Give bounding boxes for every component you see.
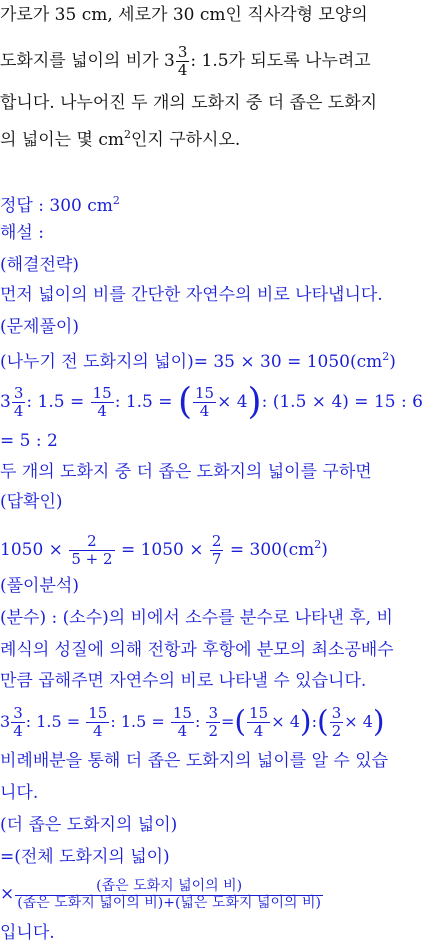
question-line-2: 도화지를 넓이의 비가 3 $\frac{3}{4}$ : 1.5가 되도록 나누려고 — [0, 43, 371, 79]
formula-fraction-line: × $\frac{\text{(좁은 도화지 넓이의 비)}}{\text{(좁은 도화지 넓이의 비)+(넓은 도화지 넓이의 비)}}$ — [0, 877, 321, 911]
area-calculation: 1050 × $\frac{2}{5 + 2}$ = 1050 × $\frac{2}{7}$ = $300(cm^2)$ — [0, 532, 328, 568]
close-paren: ) — [247, 381, 262, 423]
open-paren: ( — [316, 704, 329, 740]
analysis-line-2: 례식의 성질에 의해 전항과 후항에 분모의 최소공배수 — [0, 640, 394, 660]
check-heading: (답확인) — [0, 492, 63, 512]
question-line-4: 의 넓이는 몇 $cm^2$인지 구하시오. — [0, 128, 241, 150]
distribution-line-2: 니다. — [0, 783, 39, 803]
formula-line-2: =(전체 도화지의 넓이) — [0, 847, 170, 867]
strategy-heading: (해결전략) — [0, 255, 79, 275]
question-line-1: 가로가 35 cm, 세로가 30 cm인 직사각형 모양의 — [0, 5, 368, 25]
ratio-equation-2: 3 $\frac{3}{4}$ : 1.5 = $\frac{15}{4}$ : 1.5 = $\frac{15}{4}$ : $\frac{3}{2}$ =( $\frac{15}{4}$ × 4):( $\frac{3}{2}$ × 4) — [0, 704, 385, 740]
close-paren: ) — [372, 704, 385, 740]
formula-end: 입니다. — [0, 923, 55, 943]
open-paren: ( — [177, 381, 192, 423]
formula-line-1: (더 좁은 도화지의 넓이) — [0, 815, 178, 835]
distribution-line-1: 비례배분을 통해 더 좁은 도화지의 넓이를 알 수 있습 — [0, 751, 389, 771]
ratio-result: = 5 : 2 — [0, 431, 58, 451]
open-paren: ( — [234, 704, 247, 740]
answer-line: 정답 : 300 $cm^2$ — [0, 194, 120, 216]
analysis-line-1: (분수) : (소수)의 비에서 소수를 분수로 나타낸 후, 비 — [0, 608, 393, 628]
strategy-text: 먼저 넓이의 비를 간단한 자연수의 비로 나타냅니다. — [0, 285, 383, 305]
formula-fraction: $\frac{\text{(좁은 도화지 넓이의 비)}}{\text{(좁은 도화지 넓이의 비)+(넓은 도화지 넓이의 비)}}$ — [17, 877, 321, 911]
analysis-line-3: 만큼 곱해주면 자연수의 비로 나타낼 수 있습니다. — [0, 671, 367, 691]
narrow-text: 두 개의 도화지 중 더 좁은 도화지의 넓이를 구하면 — [0, 462, 372, 482]
commentary-label: 해설 : — [0, 223, 44, 243]
ratio-equation: 3 $\frac{3}{4}$ : 1.5 = $\frac{15}{4}$ : 1.5 = ( $\frac{15}{4}$ × 4): (1.5 × 4) = 15 : 6 — [0, 381, 423, 423]
solution-heading: (문제풀이) — [0, 317, 79, 337]
close-paren: ) — [299, 704, 312, 740]
area-equation: (나누기 전 도화지의 넓이)= $35 \times 30 = 1050(cm^2)$ — [0, 350, 396, 372]
mixed-fraction: $\frac{3}{4}$ — [177, 43, 188, 79]
analysis-heading: (풀이분석) — [0, 576, 79, 596]
question-line-3: 합니다. 나누어진 두 개의 도화지 중 더 좁은 도화지 — [0, 93, 378, 113]
